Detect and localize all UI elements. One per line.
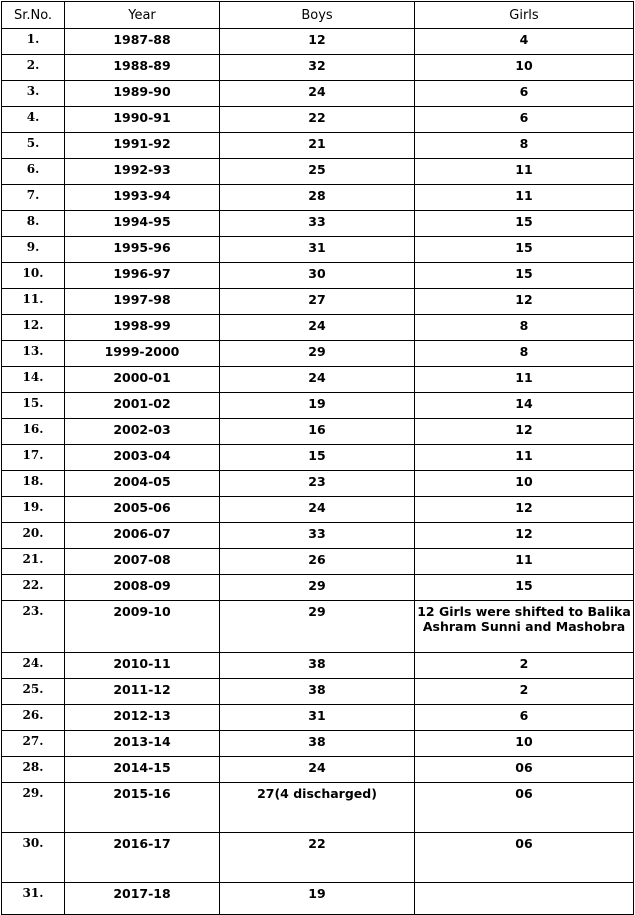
cell-girls: 8 [415, 133, 634, 159]
cell-girls: 6 [415, 705, 634, 731]
cell-sr-no: 25. [2, 679, 65, 705]
cell-girls [415, 883, 634, 915]
cell-boys: 27(4 discharged) [220, 783, 415, 833]
cell-sr-no: 3. [2, 81, 65, 107]
table-row [2, 29, 634, 55]
cell-girls: 12 [415, 497, 634, 523]
cell-boys: 38 [220, 653, 415, 679]
cell-girls: 06 [415, 833, 634, 883]
cell-sr-no: 30. [2, 833, 65, 883]
cell-year: 2006-07 [65, 523, 220, 549]
cell-sr-no: 1. [2, 29, 65, 55]
cell-sr-no: 12. [2, 315, 65, 341]
cell-boys: 24 [220, 315, 415, 341]
table-row [2, 757, 634, 783]
cell-sr-no: 31. [2, 883, 65, 915]
table-row [2, 133, 634, 159]
cell-girls: 12 [415, 419, 634, 445]
cell-sr-no: 21. [2, 549, 65, 575]
cell-sr-no: 14. [2, 367, 65, 393]
cell-sr-no: 23. [2, 601, 65, 653]
cell-year: 2009-10 [65, 601, 220, 653]
table-row [2, 471, 634, 497]
cell-sr-no: 15. [2, 393, 65, 419]
cell-year: 1999-2000 [65, 341, 220, 367]
table-row [2, 523, 634, 549]
cell-boys: 22 [220, 833, 415, 883]
cell-boys: 31 [220, 705, 415, 731]
cell-sr-no: 29. [2, 783, 65, 833]
cell-year: 1996-97 [65, 263, 220, 289]
cell-year: 2004-05 [65, 471, 220, 497]
cell-year: 1987-88 [65, 29, 220, 55]
table-row [2, 883, 634, 915]
cell-boys: 33 [220, 523, 415, 549]
table-row [2, 55, 634, 81]
cell-boys: 33 [220, 211, 415, 237]
cell-girls: 14 [415, 393, 634, 419]
cell-year: 1990-91 [65, 107, 220, 133]
cell-girls: 4 [415, 29, 634, 55]
table-row [2, 653, 634, 679]
cell-year: 2014-15 [65, 757, 220, 783]
cell-boys: 38 [220, 731, 415, 757]
cell-year: 2002-03 [65, 419, 220, 445]
header-year: Year [65, 2, 220, 29]
cell-boys: 19 [220, 883, 415, 915]
cell-boys: 24 [220, 497, 415, 523]
cell-boys: 38 [220, 679, 415, 705]
cell-sr-no: 16. [2, 419, 65, 445]
cell-sr-no: 24. [2, 653, 65, 679]
table-row [2, 81, 634, 107]
cell-year: 2008-09 [65, 575, 220, 601]
table-row [2, 445, 634, 471]
cell-boys: 24 [220, 367, 415, 393]
cell-sr-no: 10. [2, 263, 65, 289]
cell-girls: 11 [415, 185, 634, 211]
cell-year: 2016-17 [65, 833, 220, 883]
cell-boys: 31 [220, 237, 415, 263]
cell-girls: 12 Girls were shifted to Balika Ashram Sunni and Mashobra [415, 601, 634, 653]
cell-year: 2017-18 [65, 883, 220, 915]
table-row [2, 783, 634, 833]
table-row [2, 289, 634, 315]
header-row [2, 2, 634, 29]
table-row [2, 833, 634, 883]
cell-boys: 29 [220, 341, 415, 367]
cell-girls: 10 [415, 55, 634, 81]
table-row [2, 185, 634, 211]
enrollment-table [1, 1, 634, 915]
cell-year: 1995-96 [65, 237, 220, 263]
cell-boys: 21 [220, 133, 415, 159]
cell-girls: 11 [415, 367, 634, 393]
cell-boys: 24 [220, 81, 415, 107]
cell-boys: 24 [220, 757, 415, 783]
cell-year: 2011-12 [65, 679, 220, 705]
cell-girls: 11 [415, 445, 634, 471]
cell-girls: 8 [415, 341, 634, 367]
cell-year: 1994-95 [65, 211, 220, 237]
cell-year: 1989-90 [65, 81, 220, 107]
cell-year: 2007-08 [65, 549, 220, 575]
cell-sr-no: 27. [2, 731, 65, 757]
cell-year: 2001-02 [65, 393, 220, 419]
cell-year: 2000-01 [65, 367, 220, 393]
cell-boys: 28 [220, 185, 415, 211]
cell-boys: 16 [220, 419, 415, 445]
table-row [2, 263, 634, 289]
table-row [2, 341, 634, 367]
cell-year: 1988-89 [65, 55, 220, 81]
table-row [2, 705, 634, 731]
cell-boys: 23 [220, 471, 415, 497]
header-girls: Girls [415, 2, 634, 29]
cell-sr-no: 5. [2, 133, 65, 159]
cell-year: 2013-14 [65, 731, 220, 757]
cell-girls: 15 [415, 575, 634, 601]
cell-boys: 27 [220, 289, 415, 315]
header-boys: Boys [220, 2, 415, 29]
cell-girls: 12 [415, 289, 634, 315]
cell-girls: 8 [415, 315, 634, 341]
cell-year: 1997-98 [65, 289, 220, 315]
cell-boys: 25 [220, 159, 415, 185]
cell-girls: 6 [415, 107, 634, 133]
cell-sr-no: 2. [2, 55, 65, 81]
cell-year: 2005-06 [65, 497, 220, 523]
cell-year: 2015-16 [65, 783, 220, 833]
table-row [2, 367, 634, 393]
table-row [2, 731, 634, 757]
table-row [2, 315, 634, 341]
table-row [2, 575, 634, 601]
cell-girls: 2 [415, 653, 634, 679]
cell-sr-no: 18. [2, 471, 65, 497]
cell-boys: 30 [220, 263, 415, 289]
cell-sr-no: 19. [2, 497, 65, 523]
cell-girls: 10 [415, 471, 634, 497]
cell-girls: 15 [415, 237, 634, 263]
cell-year: 1993-94 [65, 185, 220, 211]
header-sr-no: Sr.No. [2, 2, 65, 29]
cell-girls: 11 [415, 159, 634, 185]
table-row [2, 237, 634, 263]
cell-girls: 15 [415, 211, 634, 237]
cell-sr-no: 22. [2, 575, 65, 601]
cell-boys: 15 [220, 445, 415, 471]
cell-sr-no: 26. [2, 705, 65, 731]
cell-boys: 29 [220, 601, 415, 653]
table-row [2, 107, 634, 133]
cell-sr-no: 7. [2, 185, 65, 211]
cell-year: 1998-99 [65, 315, 220, 341]
cell-year: 1992-93 [65, 159, 220, 185]
cell-girls: 12 [415, 523, 634, 549]
cell-sr-no: 4. [2, 107, 65, 133]
table-row [2, 211, 634, 237]
table-row [2, 549, 634, 575]
table-row [2, 419, 634, 445]
cell-girls: 06 [415, 783, 634, 833]
cell-sr-no: 28. [2, 757, 65, 783]
cell-year: 1991-92 [65, 133, 220, 159]
cell-girls: 06 [415, 757, 634, 783]
cell-sr-no: 17. [2, 445, 65, 471]
cell-sr-no: 13. [2, 341, 65, 367]
cell-sr-no: 6. [2, 159, 65, 185]
table-row [2, 679, 634, 705]
cell-year: 2010-11 [65, 653, 220, 679]
table-body [2, 29, 634, 915]
cell-girls: 10 [415, 731, 634, 757]
cell-girls: 15 [415, 263, 634, 289]
cell-boys: 22 [220, 107, 415, 133]
cell-boys: 29 [220, 575, 415, 601]
table-row [2, 393, 634, 419]
cell-sr-no: 20. [2, 523, 65, 549]
cell-boys: 26 [220, 549, 415, 575]
cell-girls: 2 [415, 679, 634, 705]
cell-girls: 11 [415, 549, 634, 575]
cell-year: 2012-13 [65, 705, 220, 731]
table-row [2, 159, 634, 185]
cell-sr-no: 8. [2, 211, 65, 237]
cell-sr-no: 9. [2, 237, 65, 263]
cell-boys: 12 [220, 29, 415, 55]
cell-boys: 19 [220, 393, 415, 419]
table-row [2, 601, 634, 653]
cell-sr-no: 11. [2, 289, 65, 315]
cell-year: 2003-04 [65, 445, 220, 471]
cell-girls: 6 [415, 81, 634, 107]
table-row [2, 497, 634, 523]
cell-boys: 32 [220, 55, 415, 81]
